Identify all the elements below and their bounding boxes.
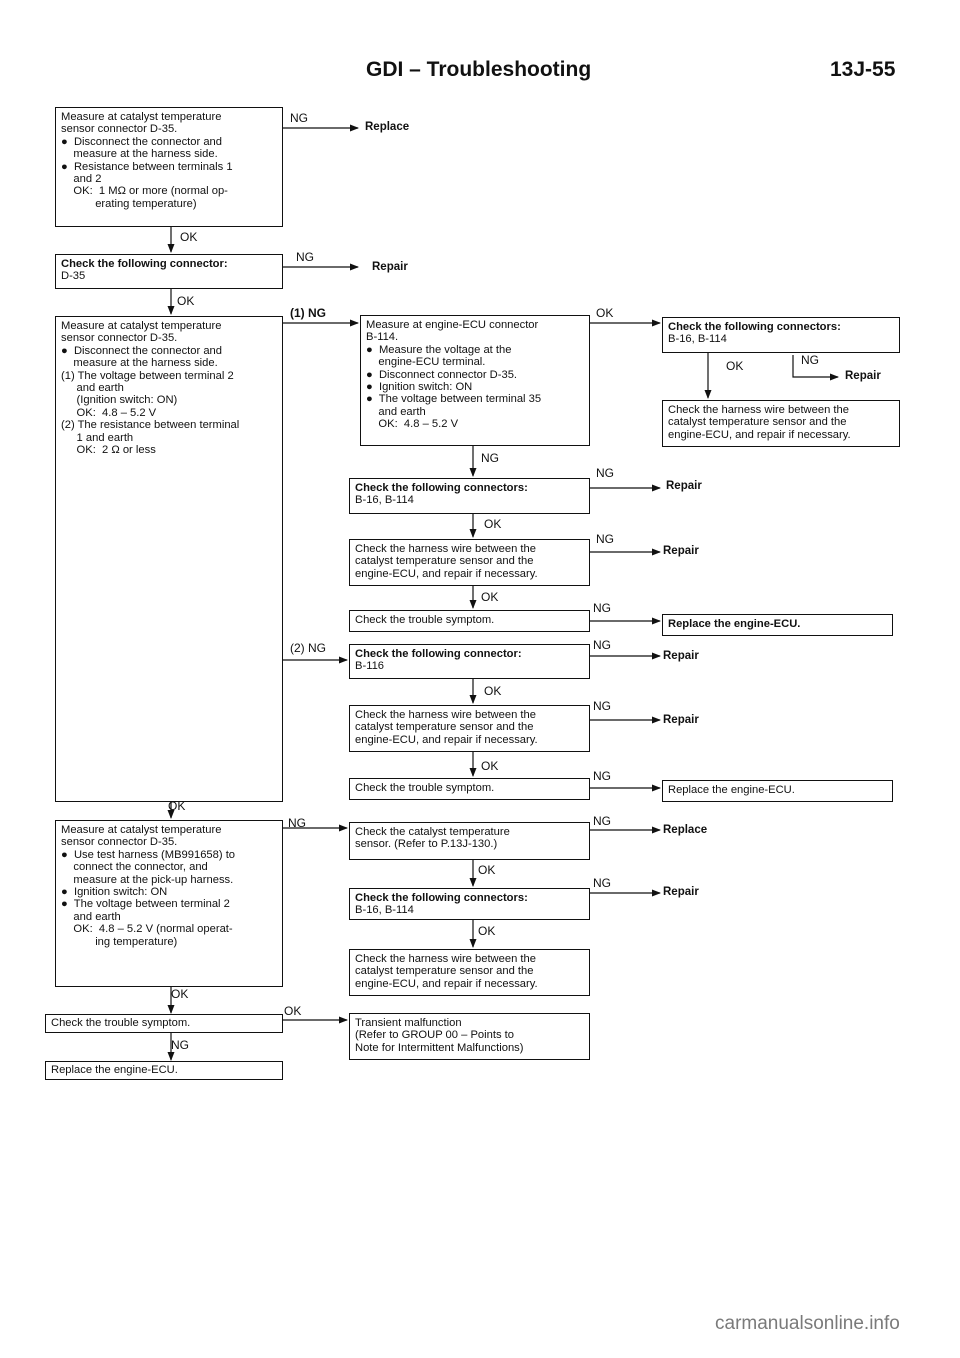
- action-repair: Repair: [663, 886, 699, 898]
- page-title: GDI – Troubleshooting: [366, 58, 592, 81]
- step-check-connectors-b16-b114-a: Check the following connectors: B-16, B-114: [349, 478, 590, 514]
- action-replace: Replace: [365, 121, 410, 133]
- action-repair: Repair: [372, 261, 408, 273]
- branch-label-ok: OK: [171, 987, 189, 1001]
- action-replace: Replace: [663, 824, 708, 836]
- branch-label-ng: NG: [593, 814, 611, 828]
- step-measure-voltage-resistance: Measure at catalyst temperature sensor connector D-35. ● Disconnect the connector and measure at the harness side. (1) The voltage between terminal 2 and earth (Ignition switch: ON) OK: 4.8 – 5.2 V (2) The resistance between terminal 1 and earth OK: 2 Ω or less: [55, 316, 283, 802]
- step-check-harness-wire-c: Check the harness wire between the catalyst temperature sensor and the engine-ECU, and repair if necessary.: [349, 949, 590, 996]
- branch-label-ng: NG: [593, 699, 611, 713]
- branch-label-ok: OK: [177, 294, 195, 308]
- step-check-connector-b116: Check the following connector: B-116: [349, 644, 590, 679]
- step-check-trouble-symptom-a: Check the trouble symptom.: [349, 610, 590, 632]
- step-check-harness-wire-b: Check the harness wire between the catalyst temperature sensor and the engine-ECU, and repair if necessary.: [349, 705, 590, 752]
- branch-label-ng: NG: [481, 451, 499, 465]
- branch-label-ok: OK: [180, 230, 198, 244]
- branch-label-2-ng: (2) NG: [290, 641, 326, 655]
- branch-label-ng: NG: [288, 816, 306, 830]
- step-measure-with-test-harness: Measure at catalyst temperature sensor connector D-35. ● Use test harness (MB991658) to connect the connector, and measure at the pick-up harness. ● Ignition switch: ON ● The voltage between terminal 2 and earth OK: 4.8 – 5.2 V (normal operat- ing temperature): [55, 820, 283, 987]
- branch-label-ng: NG: [593, 638, 611, 652]
- step-replace-engine-ecu-a: Replace the engine-ECU.: [662, 614, 893, 636]
- step-check-connector-d35: Check the following connector: D-35: [55, 254, 283, 289]
- branch-label-ng: NG: [171, 1038, 189, 1052]
- step-check-trouble-symptom-final: Check the trouble symptom.: [45, 1014, 283, 1033]
- action-repair: Repair: [663, 714, 699, 726]
- action-repair: Repair: [666, 480, 702, 492]
- step-replace-engine-ecu-final: Replace the engine-ECU.: [45, 1061, 283, 1080]
- branch-label-ok: OK: [484, 684, 502, 698]
- branch-label-ok: OK: [481, 759, 499, 773]
- branch-label-ok: OK: [168, 799, 186, 813]
- step-check-trouble-symptom-b: Check the trouble symptom.: [349, 778, 590, 800]
- action-repair: Repair: [845, 370, 881, 382]
- branch-label-ok: OK: [478, 863, 496, 877]
- page-number: 13J-55: [830, 58, 896, 81]
- watermark: carmanualsonline.info: [715, 1313, 900, 1334]
- branch-label-ng: NG: [296, 250, 314, 264]
- branch-label-ok: OK: [596, 306, 614, 320]
- step-check-harness-wire-right: Check the harness wire between the catalyst temperature sensor and the engine-ECU, and repair if necessary.: [662, 400, 900, 447]
- step-check-harness-wire-a: Check the harness wire between the catalyst temperature sensor and the engine-ECU, and repair if necessary.: [349, 539, 590, 586]
- branch-label-ng: NG: [801, 353, 819, 367]
- step-check-catalyst-sensor: Check the catalyst temperature sensor. (Refer to P.13J-130.): [349, 822, 590, 860]
- branch-label-ok: OK: [726, 359, 744, 373]
- branch-label-ng: NG: [290, 111, 308, 125]
- branch-label-ok: OK: [481, 590, 499, 604]
- action-repair: Repair: [663, 650, 699, 662]
- branch-label-ng: NG: [596, 466, 614, 480]
- step-check-connectors-b16-b114-right: Check the following connectors: B-16, B-114: [662, 317, 900, 353]
- action-repair: Repair: [663, 545, 699, 557]
- branch-label-ng: NG: [596, 532, 614, 546]
- branch-label-ok: OK: [484, 517, 502, 531]
- branch-label-1-ng: (1) NG: [290, 306, 326, 320]
- step-measure-engine-ecu-b114: Measure at engine-ECU connector B-114. ● Measure the voltage at the engine-ECU terminal. ● Disconnect connector D-35. ● Ignition switch: ON ● The voltage between terminal 35 and earth OK: 4.8 – 5.2 V: [360, 315, 590, 446]
- branch-label-ok: OK: [478, 924, 496, 938]
- step-transient-malfunction: Transient malfunction (Refer to GROUP 00 – Points to Note for Intermittent Malfunctions): [349, 1013, 590, 1060]
- branch-label-ng: NG: [593, 769, 611, 783]
- step-measure-resistance: Measure at catalyst temperature sensor connector D-35. ● Disconnect the connector and measure at the harness side. ● Resistance between terminals 1 and 2 OK: 1 MΩ or more (normal op- erating temperature): [55, 107, 283, 227]
- branch-label-ng: NG: [593, 876, 611, 890]
- branch-label-ng: NG: [593, 601, 611, 615]
- step-check-connectors-b16-b114-b: Check the following connectors: B-16, B-114: [349, 888, 590, 920]
- branch-label-ok: OK: [284, 1004, 302, 1018]
- step-replace-engine-ecu-b: Replace the engine-ECU.: [662, 780, 893, 802]
